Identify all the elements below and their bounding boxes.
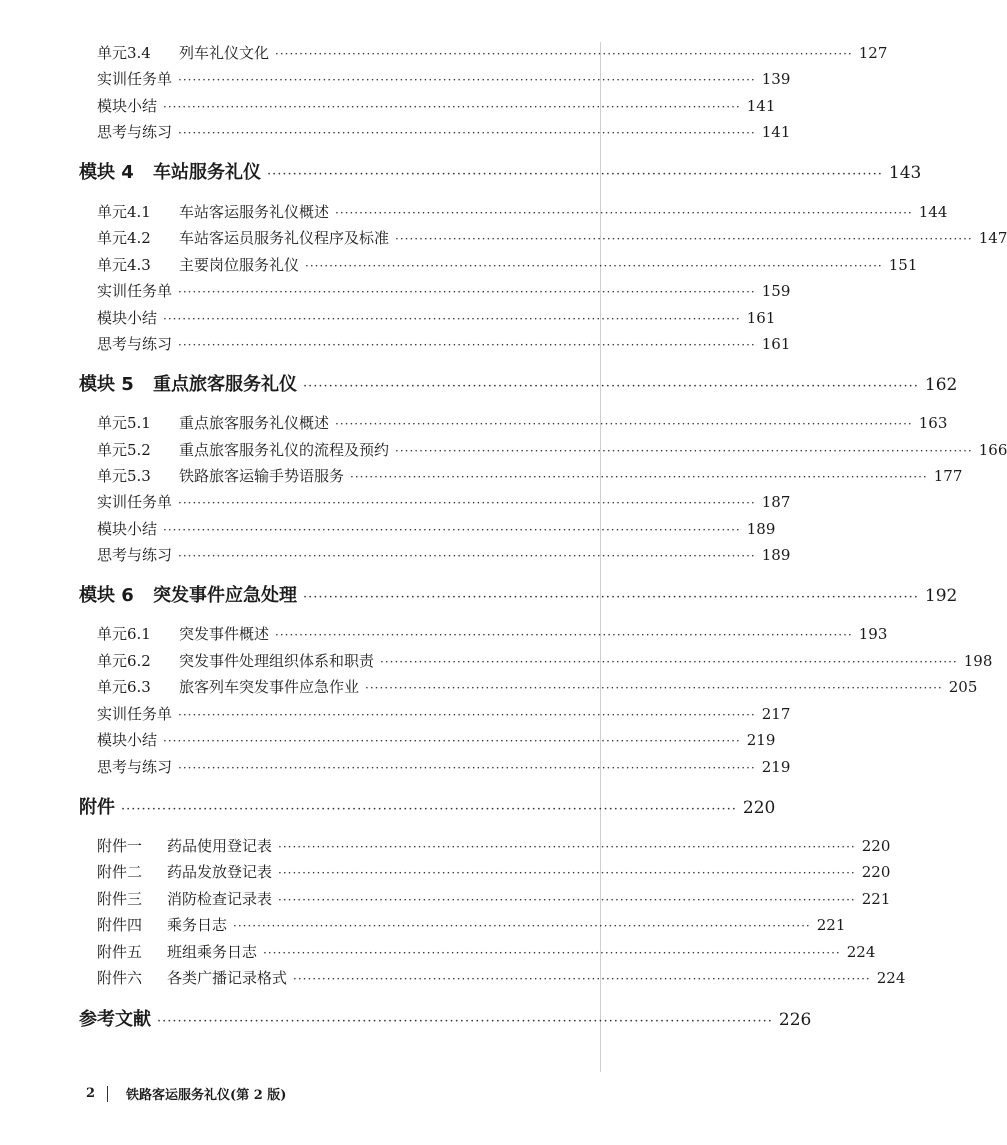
toc-entry[interactable]: [97, 676, 978, 702]
toc-entry-page-number: 217: [761, 705, 791, 723]
toc-entry-page-number: 162: [924, 375, 958, 395]
toc-entry-page-number: 166: [978, 441, 1007, 459]
toc-leader-dots: ························································································································: [178, 126, 756, 140]
toc-entry-code: 附件一: [97, 837, 143, 855]
toc-entry-page-number: 143: [888, 163, 922, 183]
toc-entry-label: [97, 967, 287, 988]
toc-leader-dots: ························································································································: [163, 523, 741, 537]
toc-entry-label: [97, 254, 299, 275]
toc-entry-label: [97, 412, 329, 433]
toc-entry-title: 参考文献: [79, 1009, 151, 1030]
toc-entry-code: 附件六: [97, 969, 143, 987]
toc-entry[interactable]: [97, 491, 791, 517]
toc-entry-code: 单元6.2: [97, 652, 151, 670]
toc-leader-dots: ························································································································: [395, 444, 973, 458]
toc-entry[interactable]: [97, 333, 791, 359]
toc-entry-title: 重点旅客服务礼仪的流程及预约: [179, 441, 390, 459]
toc-entry-page-number: 163: [918, 414, 948, 432]
toc-entry-code: 单元5.1: [97, 414, 151, 432]
toc-module-entry[interactable]: [79, 1005, 812, 1035]
toc-entry-label: [97, 439, 389, 460]
toc-entry-label: [97, 703, 172, 724]
toc-entry-page-number: 224: [876, 969, 906, 987]
toc-entry-page-number: 161: [761, 335, 791, 353]
toc-entry-title: 思考与练习: [97, 123, 173, 141]
toc-entry-title: 消防检查记录表: [167, 890, 273, 908]
toc-entry-page-number: 220: [742, 798, 776, 818]
toc-entry-label: [79, 1005, 151, 1031]
toc-entry-title: 实训任务单: [97, 282, 173, 300]
toc-module-entry[interactable]: [79, 581, 958, 611]
toc-entry[interactable]: [97, 307, 776, 333]
toc-entry-code: 附件二: [97, 863, 143, 881]
toc-entry[interactable]: [97, 439, 1007, 465]
toc-entry-code: 单元6.3: [97, 678, 151, 696]
toc-entry[interactable]: [97, 861, 891, 887]
toc-entry-label: [97, 68, 172, 89]
toc-entry-code: 模块 5: [79, 374, 134, 395]
toc-leader-dots: ························································································································: [163, 100, 741, 114]
toc-entry-page-number: 221: [816, 916, 846, 934]
toc-entry[interactable]: [97, 227, 1007, 253]
footer-divider: [107, 1086, 108, 1102]
toc-leader-dots: ························································································································: [275, 628, 853, 642]
toc-leader-dots: ························································································································: [178, 708, 756, 722]
toc-entry[interactable]: [97, 967, 906, 993]
toc-entry-page-number: 192: [924, 586, 958, 606]
toc-entry-title: 突发事件概述: [179, 625, 270, 643]
toc-entry-code: 单元5.3: [97, 467, 151, 485]
toc-entry-label: [97, 491, 172, 512]
toc-module-entry[interactable]: [79, 793, 776, 823]
toc-entry-page-number: 205: [948, 678, 978, 696]
toc-module-entry[interactable]: [79, 370, 958, 400]
toc-entry-page-number: 141: [761, 123, 791, 141]
toc-entry-code: 附件三: [97, 890, 143, 908]
toc-entry-label: [97, 888, 272, 909]
toc-leader-dots: ························································································································: [178, 761, 756, 775]
toc-entry-code: 单元4.1: [97, 203, 151, 221]
toc-entry-title: 车站服务礼仪: [153, 162, 261, 183]
toc-entry[interactable]: [97, 544, 791, 570]
toc-entry-label: [97, 42, 269, 63]
toc-entry[interactable]: [97, 42, 888, 68]
toc-leader-dots: ························································································································: [303, 590, 919, 605]
toc-entry[interactable]: [97, 254, 918, 280]
toc-entry-title: 药品发放登记表: [167, 863, 273, 881]
toc-entry-label: [79, 581, 297, 607]
toc-entry[interactable]: [97, 835, 891, 861]
toc-entry-code: 单元5.2: [97, 441, 151, 459]
toc-entry-page-number: 127: [858, 44, 888, 62]
toc-entry-page-number: 147: [978, 229, 1007, 247]
toc-leader-dots: ························································································································: [350, 470, 928, 484]
toc-entry-label: [97, 121, 172, 142]
toc-entry-label: [79, 370, 297, 396]
toc-entry-label: [97, 544, 172, 565]
toc-leader-dots: ························································································································: [263, 946, 841, 960]
toc-entry-label: [97, 333, 172, 354]
toc-leader-dots: ························································································································: [380, 655, 958, 669]
toc-entry-page-number: 161: [746, 309, 776, 327]
toc-entry-code: 模块 4: [79, 162, 134, 183]
toc-entry[interactable]: [97, 914, 846, 940]
toc-entry[interactable]: [97, 95, 776, 121]
footer-page-number: 2: [86, 1086, 96, 1101]
toc-entry-title: 旅客列车突发事件应急作业: [179, 678, 360, 696]
toc-entry-label: [97, 835, 272, 856]
toc-leader-dots: ························································································································: [278, 893, 856, 907]
toc-entry-label: [97, 914, 227, 935]
toc-entry-page-number: 219: [761, 758, 791, 776]
toc-entry-page-number: 224: [846, 943, 876, 961]
toc-entry-title: 药品使用登记表: [167, 837, 273, 855]
toc-leader-dots: ························································································································: [157, 1014, 773, 1029]
toc-entry[interactable]: [97, 623, 888, 649]
toc-entry-label: [97, 756, 172, 777]
toc-entry[interactable]: [97, 68, 791, 94]
toc-entry-label: [97, 227, 389, 248]
toc-entry[interactable]: [97, 941, 876, 967]
toc-entry-title: 铁路旅客运输手势语服务: [179, 467, 345, 485]
toc-leader-dots: ························································································································: [278, 840, 856, 854]
toc-entry[interactable]: [97, 121, 791, 147]
toc-entry[interactable]: [97, 703, 791, 729]
toc-entry-title: 班组乘务日志: [167, 943, 258, 961]
toc-entry[interactable]: [97, 280, 791, 306]
toc-entry-title: 列车礼仪文化: [179, 44, 270, 62]
toc-entry-page-number: 198: [963, 652, 993, 670]
toc-entry-label: [97, 465, 344, 486]
toc-entry-title: 重点旅客服务礼仪: [153, 374, 297, 395]
toc-leader-dots: ························································································································: [233, 919, 811, 933]
toc-module-entry[interactable]: [79, 158, 922, 188]
toc-entry[interactable]: [97, 412, 948, 438]
toc-entry-title: 车站客运服务礼仪概述: [179, 203, 330, 221]
toc-entry-page-number: 139: [761, 70, 791, 88]
toc-entry-code: 单元4.2: [97, 229, 151, 247]
toc-leader-dots: ························································································································: [278, 866, 856, 880]
toc-entry-title: 实训任务单: [97, 70, 173, 88]
toc-entry-code: 模块 6: [79, 585, 134, 606]
toc-entry-code: 单元3.4: [97, 44, 151, 62]
toc-leader-dots: ························································································································: [275, 47, 853, 61]
toc-leader-dots: ························································································································: [178, 496, 756, 510]
toc-entry-title: 实训任务单: [97, 493, 173, 511]
toc-leader-dots: ························································································································: [163, 734, 741, 748]
toc-entry-label: [79, 158, 261, 184]
toc-entry-page-number: 226: [778, 1010, 812, 1030]
toc-entry-label: [97, 861, 272, 882]
toc-entry-title: 思考与练习: [97, 546, 173, 564]
toc-entry-code: 单元6.1: [97, 625, 151, 643]
toc-entry[interactable]: [97, 756, 791, 782]
toc-entry-page-number: 159: [761, 282, 791, 300]
toc-entry-label: [97, 95, 157, 116]
toc-entry-label: [97, 650, 374, 671]
toc-entry-page-number: 151: [888, 256, 918, 274]
toc-leader-dots: ························································································································: [163, 312, 741, 326]
toc-entry-label: [97, 280, 172, 301]
toc-entry-page-number: 141: [746, 97, 776, 115]
toc-leader-dots: ························································································································: [121, 802, 737, 817]
toc-leader-dots: ························································································································: [335, 417, 913, 431]
toc-entry[interactable]: [97, 729, 776, 755]
toc-entry-page-number: 189: [761, 546, 791, 564]
toc-entry-title: 重点旅客服务礼仪概述: [179, 414, 330, 432]
toc-entry-page-number: 177: [933, 467, 963, 485]
toc-entry-code: 单元4.3: [97, 256, 151, 274]
toc-entry-label: [79, 793, 115, 819]
toc-entry-page-number: 219: [746, 731, 776, 749]
toc-leader-dots: ························································································································: [365, 681, 943, 695]
toc-entry-page-number: 189: [746, 520, 776, 538]
toc-entry-title: 附件: [79, 797, 115, 818]
toc-leader-dots: ························································································································: [303, 379, 919, 394]
toc-entry-page-number: 193: [858, 625, 888, 643]
toc-entry-code: 附件四: [97, 916, 143, 934]
toc-leader-dots: ························································································································: [178, 549, 756, 563]
toc-entry-title: 乘务日志: [167, 916, 228, 934]
toc-entry-title: 主要岗位服务礼仪: [179, 256, 300, 274]
toc-entry-label: [97, 623, 269, 644]
toc-entry[interactable]: [97, 518, 776, 544]
toc-entry-title: 模块小结: [97, 309, 158, 327]
toc-leader-dots: ························································································································: [267, 167, 883, 182]
toc-entry-label: [97, 941, 257, 962]
toc-leader-dots: ························································································································: [178, 338, 756, 352]
toc-entry[interactable]: [97, 465, 963, 491]
toc-entry[interactable]: [97, 650, 993, 676]
toc-entry-page-number: 144: [918, 203, 948, 221]
page-footer: [86, 1084, 286, 1103]
toc-entry-label: [97, 729, 157, 750]
toc-entry-page-number: 187: [761, 493, 791, 511]
toc-entry-label: [97, 676, 359, 697]
toc-entry-title: 模块小结: [97, 731, 158, 749]
toc-entry-label: [97, 201, 329, 222]
toc-entry[interactable]: [97, 201, 948, 227]
toc-entry-page-number: 221: [861, 890, 891, 908]
toc-leader-dots: ························································································································: [178, 73, 756, 87]
toc-entry-page-number: 220: [861, 863, 891, 881]
toc-entry-page-number: 220: [861, 837, 891, 855]
toc-entry-title: 模块小结: [97, 520, 158, 538]
toc-entry[interactable]: [97, 888, 891, 914]
toc-leader-dots: ························································································································: [305, 259, 883, 273]
toc-entry-title: 实训任务单: [97, 705, 173, 723]
toc-entry-title: 车站客运员服务礼仪程序及标准: [179, 229, 390, 247]
toc-entry-title: 思考与练习: [97, 335, 173, 353]
toc-entry-title: 突发事件应急处理: [153, 585, 297, 606]
toc-entry-title: 各类广播记录格式: [167, 969, 288, 987]
toc-leader-dots: ························································································································: [178, 285, 756, 299]
toc-entry-label: [97, 518, 157, 539]
toc-entry-title: 模块小结: [97, 97, 158, 115]
toc-leader-dots: ························································································································: [335, 206, 913, 220]
footer-book-title: 铁路客运服务礼仪(第 2 版): [126, 1088, 287, 1103]
toc-leader-dots: ························································································································: [293, 972, 871, 986]
toc-entry-title: 思考与练习: [97, 758, 173, 776]
toc-entry-code: 附件五: [97, 943, 143, 961]
toc-entry-title: 突发事件处理组织体系和职责: [179, 652, 375, 670]
toc-entry-label: [97, 307, 157, 328]
toc-leader-dots: ························································································································: [395, 232, 973, 246]
